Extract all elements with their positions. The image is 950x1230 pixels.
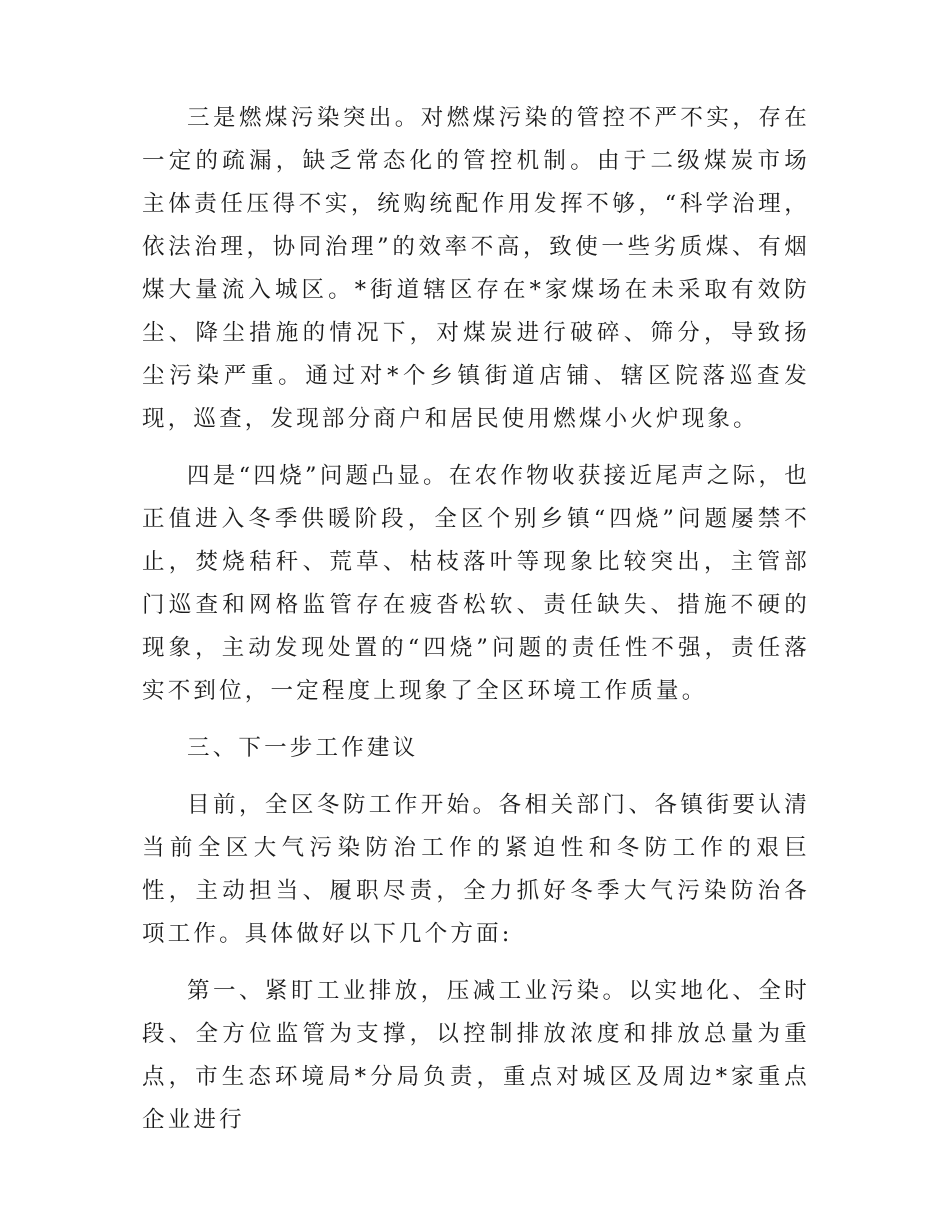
paragraph-industrial-emissions: 第一、紧盯工业排放，压减工业污染。以实地化、全时段、全方位监管为支撑，以控制排放浓度和排放总量为重点，市生态环境局*分局负责，重点对城区及周边*家重点企业进行 (142, 978, 810, 1133)
paragraph-four-burnings: 四是“四烧”问题凸显。在农作物收获接近尾声之际，也正值进入冬季供暖阶段，全区个别乡镇“四烧”问题屡禁不止，焚烧秸秆、荒草、枯枝落叶等现象比较突出，主管部门巡查和网格监管存在疲沓松软、责任缺失、措施不硬的现象，主动发现处置的“四烧”问题的责任性不强，责任落实不到位，一定程度上现象了全区环境工作质量。 (142, 463, 810, 704)
section-heading-next-steps: 三、下一步工作建议 (187, 735, 419, 761)
paragraph-winter-prevention: 目前，全区冬防工作开始。各相关部门、各镇街要认清当前全区大气污染防治工作的紧迫性和冬防工作的艰巨性，主动担当、履职尽责，全力抓好冬季大气污染防治各项工作。具体做好以下几个方面: (142, 792, 810, 947)
paragraph-coal-pollution: 三是燃煤污染突出。对燃煤污染的管控不严不实，存在一定的疏漏，缺乏常态化的管控机制。由于二级煤炭市场主体责任压得不实，统购统配作用发挥不够，“科学治理，依法治理，协同治理”的效率不高，致使一些劣质煤、有烟煤大量流入城区。*街道辖区存在*家煤场在未采取有效防尘、降尘措施的情况下，对煤炭进行破碎、筛分，导致扬尘污染严重。通过对*个乡镇街道店铺、辖区院落巡查发现，巡查，发现部分商户和居民使用燃煤小火炉现象。 (142, 105, 810, 432)
document-body (142, 97, 810, 1156)
